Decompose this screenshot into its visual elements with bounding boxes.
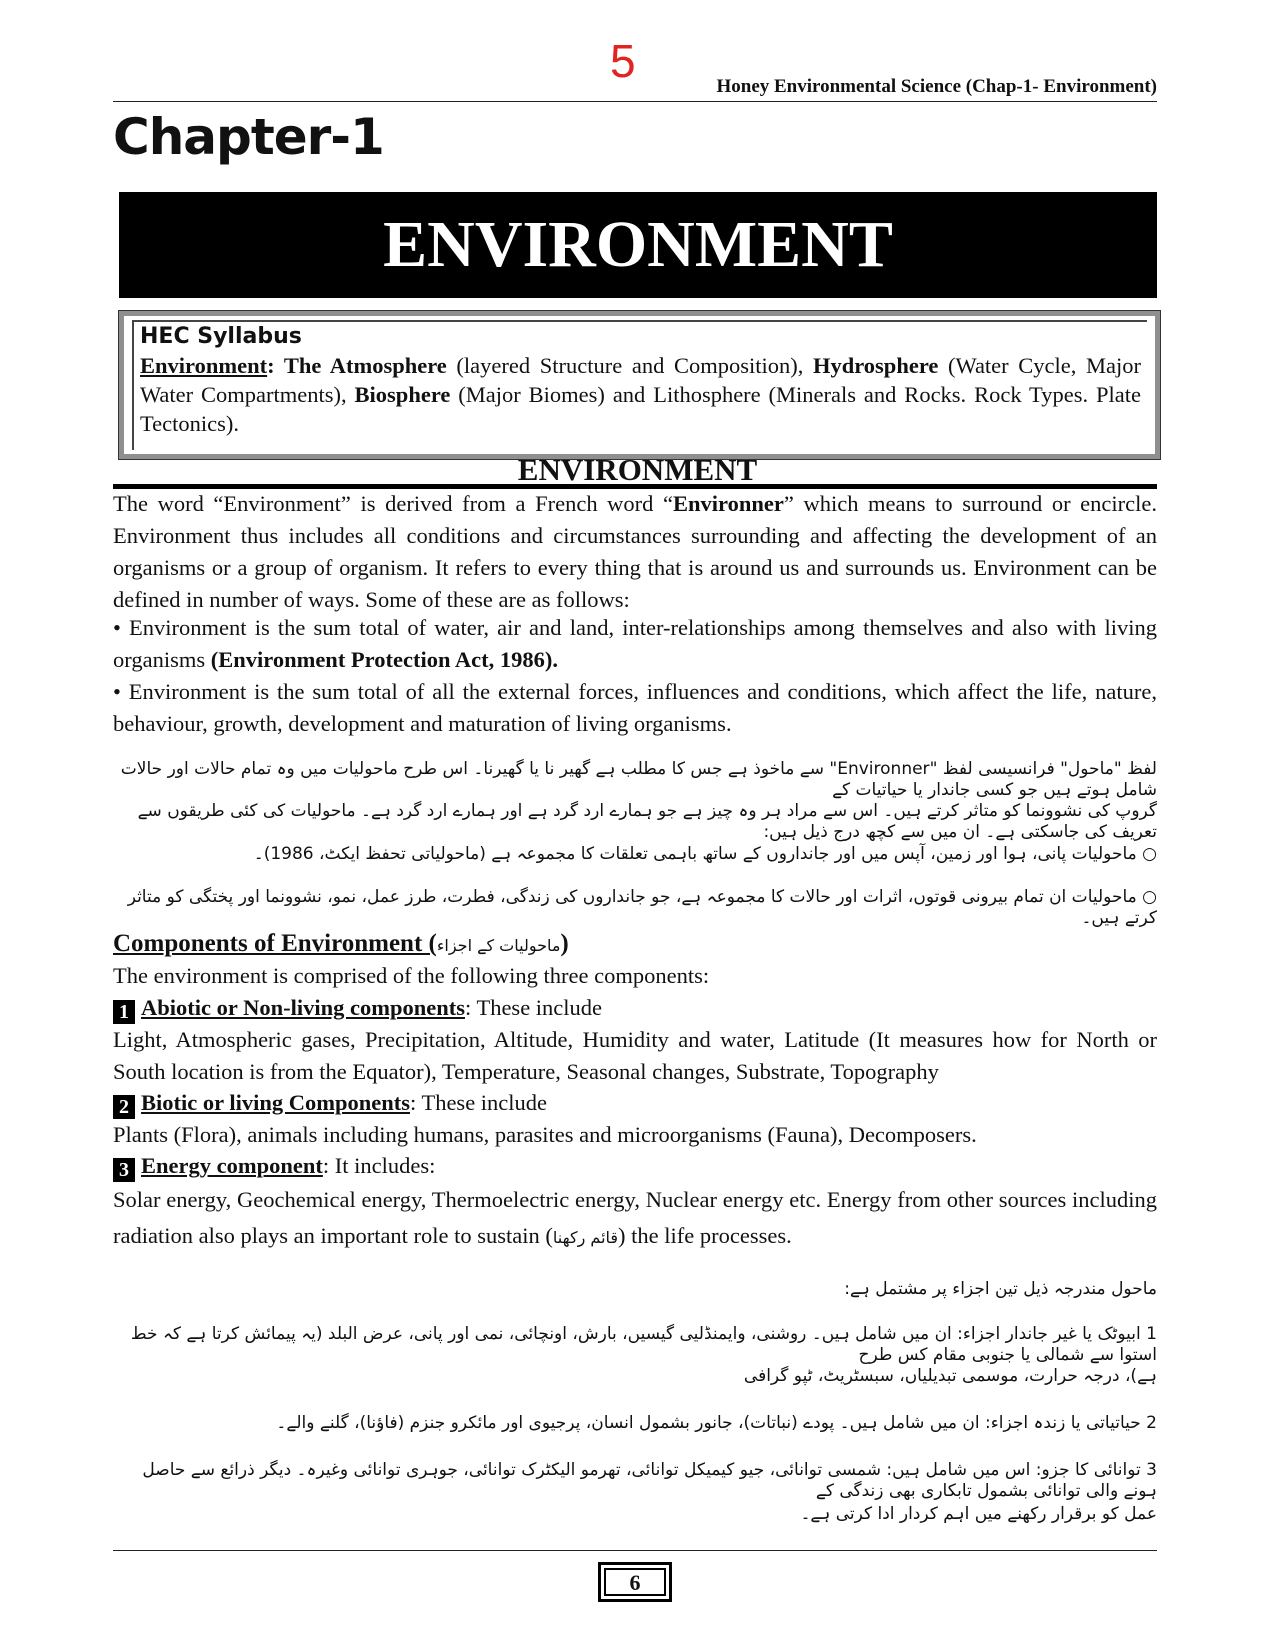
component-number-badge: 3: [113, 1158, 135, 1182]
page-number: 6: [604, 1568, 666, 1596]
header-divider: [113, 101, 1157, 102]
component-3-detail: [113, 1182, 1157, 1256]
component-3-heading: [113, 1150, 1157, 1182]
component-3-name: Energy component: [141, 1153, 323, 1178]
component-2-name: Biotic or living Components: [141, 1090, 410, 1115]
bullet1-citation: (Environment Protection Act, 1986).: [210, 647, 558, 672]
components-intro: The environment is comprised of the following three components:: [113, 963, 710, 988]
urdu-intro-line-3: ○ ماحولیات پانی، ہوا اور زمین، آپس میں اور جانداروں کے ساتھ باہمی تعلقات کا مجموعہ ہے (ماحولیاتی تحفظ ایکٹ، 1986)۔: [253, 844, 1157, 864]
urdu-component-2: 2 حیاتیاتی یا زندہ اجزاء: ان میں شامل ہیں۔ پودے (نباتات)، جانور بشمول انسان، پرجیوی اور مائکرو جنزم (فاؤنا)، گلنے والے۔: [276, 1413, 1157, 1433]
page-number-box: [598, 1562, 672, 1602]
syllabus-box: [119, 311, 1160, 459]
syllabus-colon: :: [267, 353, 275, 378]
component-3-detail-a: Solar energy, Geochemical energy, Thermoelectric energy, Nuclear energy etc. Energy from other sources including radiation also plays an important role to sustain (: [113, 1187, 1157, 1248]
component-1-name: Abiotic or Non-living components: [141, 995, 465, 1020]
urdu-component-1-line-2: ہے)، درجہ حرارت، موسمی تبدیلیاں، سبسٹریٹ، ٹپو گرافی: [743, 1366, 1157, 1386]
syllabus-text: [140, 351, 1141, 438]
syllabus-biosphere: Biosphere: [354, 382, 451, 407]
urdu-components-intro: ماحول مندرجہ ذیل تین اجزاء پر مشتمل ہے:: [844, 1279, 1157, 1299]
syllabus-hydrosphere-detail: (Water Cycle, Major Water Compartments),: [140, 353, 1141, 407]
urdu-intro-line-4: ○ ماحولیات ان تمام بیرونی قوتوں، اثرات اور حالات کا مجموعہ ہے، جو جانداروں کی زندگی، فطرت، طرز عمل، نمو، نشوونما اور پختگی کو متاثر کرتے ہیں۔: [127, 887, 1157, 928]
urdu-intro-line-2: گروپ کی نشوونما کو متاثر کرتے ہیں۔ اس سے مراد ہر وہ چیز ہے جو ہمارے ارد گرد ہے اور ہمارے ارد گرد ہے۔ ماحولیات کی کئی طریقوں سے تعریف کی جاسکتی ہے۔ ان میں سے کچھ درج ذیل ہیں:: [137, 801, 1157, 842]
component-1-detail: Light, Atmospheric gases, Precipitation, Altitude, Humidity and water, Latitude (It measures how for North or South location is from the Equator), Temperature, Seasonal changes, Substrate, Topography: [113, 1027, 1157, 1084]
book-title: Honey Environmental Science (Chap-1- Environment): [716, 76, 1157, 97]
bullet1-text: • Environment is the sum total of water, air and land, inter-relationships among themselves and also with living organisms: [113, 615, 1157, 672]
chapter-heading: Chapter-1: [113, 108, 384, 166]
urdu-component-3-line-1: 3 توانائی کا جزو: اس میں شامل ہیں: شمسی توانائی، جیو کیمیکل توانائی، تھرمو الیکٹرک توانائی، جوہری توانائی وغیرہ۔ دیگر ذرائع سے حاصل ہونے والی توانائی بشمول تابکاری بھی زندگی کے: [142, 1460, 1157, 1501]
component-3-suffix: : It includes:: [322, 1153, 436, 1178]
component-2-suffix: : These include: [409, 1090, 548, 1115]
syllabus-topic: Environment: [140, 353, 268, 378]
intro-paragraph: [113, 488, 1157, 616]
component-number-badge: 2: [113, 1095, 135, 1119]
component-2-detail: Plants (Flora), animals including humans, parasites and microorganisms (Fauna), Decomposers.: [113, 1122, 977, 1147]
components-title-urdu: ماحولیات کے اجزاء: [436, 936, 561, 955]
component-1-heading: [113, 992, 1157, 1024]
syllabus-heading: HEC Syllabus: [140, 324, 302, 349]
chapter-banner: ENVIRONMENT: [119, 192, 1157, 298]
components-title: [113, 930, 569, 958]
syllabus-hydrosphere: Hydrosphere: [812, 353, 939, 378]
syllabus-biosphere-detail: (Major Biomes) and Lithosphere (Minerals and Rocks. Rock Types. Plate Tectonics).: [140, 382, 1141, 436]
intro-text-a: The word “Environment” is derived from a French word “: [113, 491, 674, 516]
intro-french-word: Environner: [673, 491, 784, 516]
header-page-label: 5: [610, 35, 636, 87]
components-title-text: Components of Environment (: [113, 930, 437, 957]
component-2-heading: [113, 1087, 1157, 1119]
component-3-detail-urdu: قائم رکھنا: [552, 1228, 619, 1247]
syllabus-atmosphere: The Atmosphere: [283, 353, 447, 378]
footer-divider: [113, 1550, 1157, 1551]
bullet-definition-2: • Environment is the sum total of all the external forces, influences and conditions, which affect the life, nature, behaviour, growth, development and maturation of living organisms.: [113, 679, 1157, 736]
component-1-colon: : These include: [464, 995, 603, 1020]
urdu-intro-line-1: لفظ "ماحول" فرانسیسی لفظ "Environner" سے ماخوذ ہے جس کا مطلب ہے گھیر نا یا گھیرنا۔ اس طرح ماحولیات میں وہ تمام حالات اور حالات شامل ہوتے ہیں جو کسی جاندار یا حیاتیات کے: [120, 759, 1157, 800]
components-title-close: ): [560, 930, 569, 957]
bullet-definition-1: [113, 612, 1157, 676]
syllabus-atmosphere-detail: (layered Structure and Composition),: [446, 353, 813, 378]
component-number-badge: 1: [113, 1000, 135, 1024]
urdu-component-3-line-2: عمل کو برقرار رکھنے میں اہم کردار ادا کرتی ہے۔: [800, 1504, 1157, 1524]
urdu-component-1-line-1: 1 ابیوٹک یا غیر جاندار اجزاء: ان میں شامل ہیں۔ روشنی، وایمنڈلیی گیسیں، بارش، اونچائی، نمی اور پانی، عرض البلد (یہ پیمائش کرتا ہے کہ خط استوا سے شمالی یا جنوبی مقام کس طرح: [130, 1324, 1157, 1365]
intro-text-b: ” which means to surround or encircle. Environment thus includes all conditions and circumstances surrounding and affecting the development of an organisms or a group of organism. It refers to every thing that is around us and surrounds us. Environment can be defined in number of ways. Some of these are as follows:: [113, 491, 1157, 612]
component-3-detail-b: ) the life processes.: [618, 1223, 792, 1248]
section-title: ENVIRONMENT: [517, 452, 758, 487]
